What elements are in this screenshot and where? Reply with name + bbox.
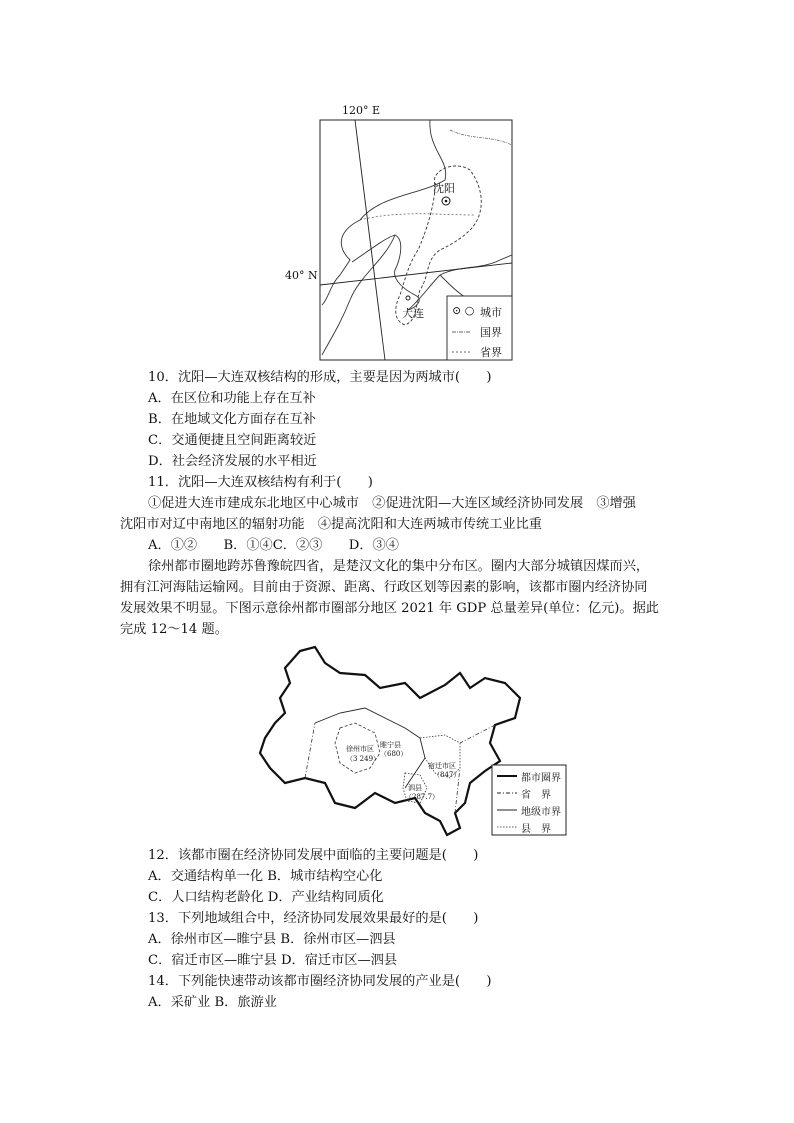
legend-county-border: 县 界 (521, 824, 551, 835)
city-label-shenyang: 沈阳 (433, 182, 455, 195)
legend-province-border: 省界 (480, 346, 502, 359)
legend-city-symbol: ⊙ ○ (452, 304, 475, 317)
q14-options-ab: A．采矿业 B．旅游业 (148, 995, 277, 1010)
longitude-label: 120° E (342, 104, 381, 117)
q13-options-cd: C．宿迁市区—睢宁县 D．宿迁市区—泗县 (148, 953, 398, 968)
q14-stem: 14．下列能快速带动该都市圈经济协同发展的产业是( ) (148, 974, 492, 989)
region-label-xuzhou: 徐州市区 (346, 745, 374, 753)
region-value-sixian: （287.7） (405, 793, 440, 801)
map-shenyang-dalian (285, 100, 530, 365)
q12-stem: 12．该都市圈在经济协同发展中面临的主要问题是( ) (148, 848, 479, 863)
legend-country-border: 国界 (480, 326, 502, 339)
q12-options-ab: A．交通结构单一化 B．城市结构空心化 (148, 869, 383, 884)
q10-option-d: D．社会经济发展的水平相近 (148, 454, 317, 469)
region-value-suining: （680） (380, 750, 408, 758)
legend-metro-border: 都市圈界 (521, 773, 561, 784)
passage-line-4: 完成 12～14 题。 (120, 622, 228, 637)
q10-stem: 10．沈阳—大连双核结构的形成，主要是因为两城市( ) (148, 370, 492, 385)
region-label-sixian: 泗县 (408, 784, 422, 792)
city-label-dalian: 大连 (402, 307, 424, 320)
q13-stem: 13．下列地域组合中，经济协同发展效果最好的是( ) (148, 911, 479, 926)
legend-prefecture-border: 地级市界 (521, 807, 561, 818)
region-label-suining: 睢宁县 (380, 741, 401, 749)
region-label-suqian: 宿迁市区 (428, 762, 456, 770)
passage-line-3: 发展效果不明显。下图示意徐州都市圈部分地区 2021 年 GDP 总量差异(单位：亿元)。据此 (120, 601, 659, 616)
region-value-suqian: （847） (433, 771, 461, 779)
q10-option-c: C．交通便捷且空间距离较近 (148, 433, 317, 448)
q12-options-cd: C．人口结构老龄化 D．产业结构同质化 (148, 890, 384, 905)
passage-line-2: 拥有江河海陆运输网。目前由于资源、距离、行政区划等因素的影响，该都市圈内经济协同 (120, 580, 648, 595)
map-xuzhou-metro (255, 643, 575, 843)
region-value-xuzhou: （3 249） (346, 755, 381, 763)
q11-options: A．①② B．①④C．②③ D．③④ (148, 538, 399, 553)
passage-line-1: 徐州都市圈地跨苏鲁豫皖四省，是楚汉文化的集中分布区。圈内大部分城镇因煤而兴， (148, 559, 650, 574)
legend-province-border-2: 省 界 (521, 790, 551, 801)
q13-options-ab: A．徐州市区—睢宁县 B．徐州市区—泗县 (148, 932, 396, 947)
latitude-label: 40° N (285, 269, 318, 282)
q10-option-b: B．在地域文化方面存在互补 (148, 412, 316, 427)
q11-stem: 11．沈阳—大连双核结构有利于( ) (148, 475, 373, 490)
legend-city: 城市 (480, 306, 502, 319)
q11-statement-2: 沈阳市对辽中南地区的辐射功能 ④提高沈阳和大连两城市传统工业比重 (120, 517, 542, 532)
q10-option-a: A．在区位和功能上存在互补 (148, 391, 316, 406)
q11-statement-1: ①促进大连市建成东北地区中心城市 ②促进沈阳—大连区域经济协同发展 ③增强 (148, 496, 636, 511)
